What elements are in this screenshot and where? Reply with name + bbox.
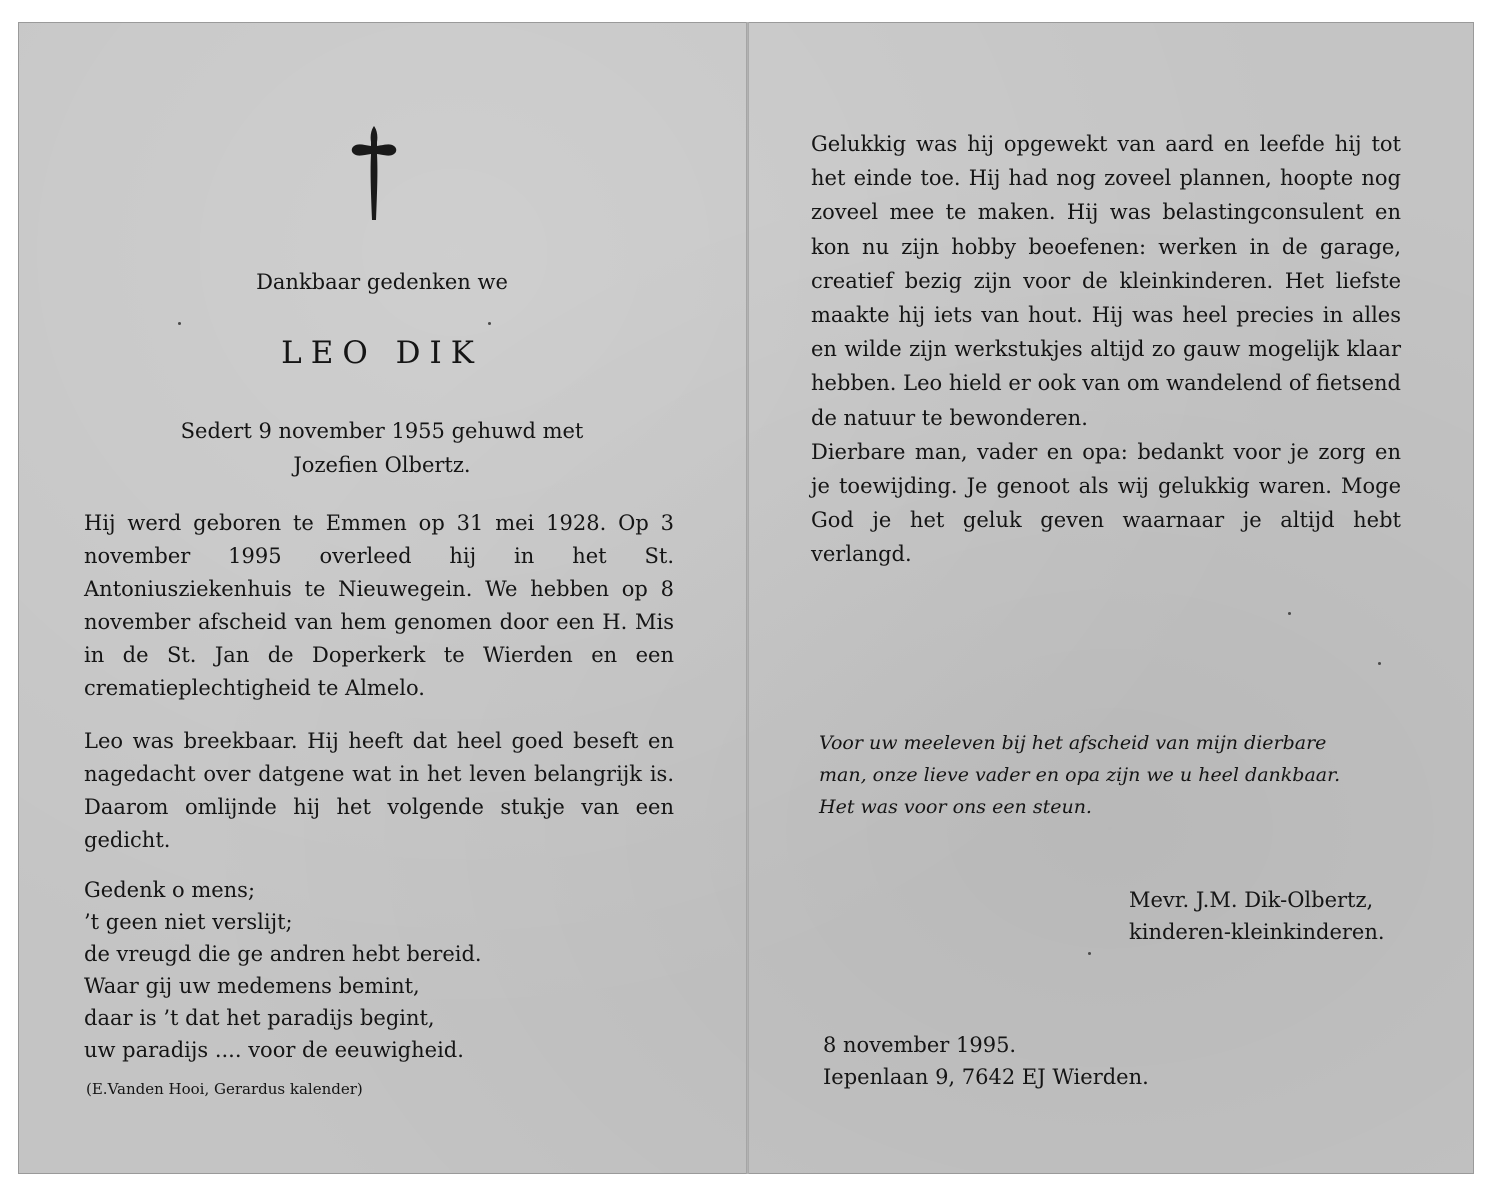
marriage-line-1: Sedert 9 november 1955 gehuwd met: [180, 419, 584, 443]
poem-line: daar is ’t dat het paradijs begint,: [84, 1006, 435, 1030]
cross-icon: [344, 124, 404, 222]
poem-source: (E.Vanden Hooi, Gerardus kalender): [86, 1080, 363, 1098]
left-panel: [18, 22, 746, 1174]
poem: [84, 874, 684, 1066]
poem-line: uw paradijs .... voor de eeuwigheid.: [84, 1038, 464, 1062]
right-panel: [749, 22, 1474, 1174]
paper-speck: [1288, 612, 1291, 615]
paper-speck: [488, 322, 491, 325]
character-text: Gelukkig was hij opgewekt van aard en leefde hij tot het einde toe. Hij had nog zoveel plannen, hoopte nog zoveel mee te maken. Hij was belastingconsulent en kon nu zijn hobby beoefenen: werken in de garage, creatief bezig zijn voor de kleinkinderen. Het liefste maakte hij iets van hout. Hij was heel precies in alles en wilde zijn werkstukjes altijd zo gauw mogelijk klaar hebben. Leo hield er ook van om wandelend of fietsend de natuur te bewonderen.: [811, 132, 1401, 430]
reflection-paragraph: Leo was breekbaar. Hij heeft dat heel goed beseft en nagedacht over datgene wat in het leven belangrijk is. Daarom omlijnde hij het volgende stukje van een gedicht.: [84, 729, 674, 852]
character-paragraph: [811, 127, 1401, 572]
intro-text: Dankbaar gedenken we: [256, 270, 508, 294]
signature-name: Mevr. J.M. Dik-Olbertz,: [1129, 888, 1374, 912]
biography-paragraph: Hij werd geboren te Emmen op 31 mei 1928. Op 3 november 1995 overleed hij in het St. Antoniusziekenhuis te Nieuwegein. We hebben op 8 november afscheid van hem genomen door een H. Mis in de St. Jan de Doperkerk te Wierden en een crematieplechtigheid te Almelo.: [84, 511, 674, 700]
farewell-text: Dierbare man, vader en opa: bedankt voor je zorg en je toewijding. Je genoot als wij gelukkig waren. Moge God je het geluk geven waarnaar je altijd hebt verlangd.: [811, 439, 1401, 567]
thanks-line: Voor uw meeleven bij het afscheid van mijn dierbare: [819, 732, 1327, 754]
poem-line: Waar gij uw medemens bemint,: [84, 974, 420, 998]
date-address: [823, 1029, 1149, 1093]
thanks-line: Het was voor ons een steun.: [819, 796, 1092, 818]
address: Iepenlaan 9, 7642 EJ Wierden.: [823, 1065, 1149, 1089]
memorial-card: [18, 22, 1474, 1174]
signature: [1129, 884, 1385, 948]
poem-line: Gedenk o mens;: [84, 878, 256, 902]
marriage-line-2: Jozefien Olbertz.: [293, 453, 471, 477]
poem-line: ’t geen niet verslijt;: [84, 910, 293, 934]
deceased-name: LEO DIK: [281, 335, 483, 371]
thanks-message: [819, 727, 1419, 823]
paper-speck: [178, 322, 181, 325]
poem-line: de vreugd die ge andren hebt bereid.: [84, 942, 482, 966]
date: 8 november 1995.: [823, 1033, 1017, 1057]
signature-family: kinderen-kleinkinderen.: [1129, 920, 1385, 944]
thanks-line: man, onze lieve vader en opa zijn we u heel dankbaar.: [819, 764, 1341, 786]
paper-speck: [1378, 662, 1381, 665]
paper-speck: [1088, 952, 1091, 955]
